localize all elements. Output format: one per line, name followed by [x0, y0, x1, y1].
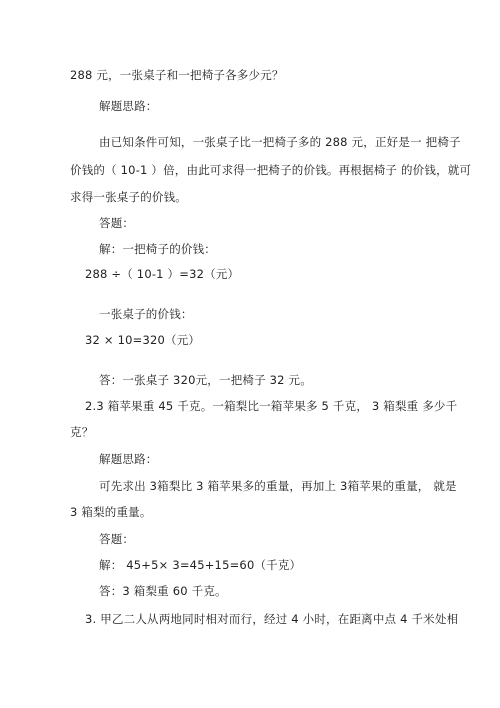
problem-2-approach-line-2: 3 箱梨的重量。: [70, 505, 152, 519]
problem-1-approach-heading: 解题思路：: [99, 99, 158, 113]
problem-2-solution-formula: 解： 45+5× 3=45+15=60（千克）: [99, 558, 302, 572]
problem-1-question-end: 288 元，一张桌子和一把椅子各多少元？: [70, 68, 284, 82]
problem-1-solution-step-2-formula: 32 × 10=320（元）: [85, 333, 201, 347]
problem-2-question-line-1: 2.3 箱苹果重 45 千克。一箱梨比一箱苹果多 5 千克， 3 箱梨重 多少千: [85, 399, 458, 413]
problem-2-final-answer: 答：3 箱梨重 60 千克。: [99, 584, 227, 598]
problem-1-solution-step-2-label: 一张桌子的价钱：: [99, 307, 193, 321]
problem-1-approach-line-1: 由已知条件可知，一张桌子比一把椅子多的 288 元，正好是一 把椅子: [99, 135, 461, 149]
problem-2-answer-heading: 答题：: [99, 532, 135, 546]
problem-3-question-line-1: 3. 甲乙二人从两地同时相对而行，经过 4 小时，在距离中点 4 千米处相: [85, 612, 459, 626]
problem-2-approach-heading: 解题思路：: [99, 452, 158, 466]
problem-1-solution-step-1-label: 解：一把椅子的价钱：: [99, 242, 216, 256]
problem-2-approach-line-1: 可先求出 3箱梨比 3 箱苹果多的重量，再加上 3箱苹果的重量， 就是: [99, 479, 457, 493]
problem-2-question-line-2: 克？: [70, 425, 94, 439]
problem-1-approach-line-3: 求得一张桌子的价钱。: [70, 190, 187, 204]
problem-1-approach-line-2: 价钱的（ 10-1 ）倍，由此可求得一把椅子的价钱。再根据椅子 的价钱，就可: [70, 163, 472, 177]
problem-1-answer-heading: 答题：: [99, 216, 135, 230]
problem-1-final-answer: 答：一张桌子 320元，一把椅子 32 元。: [99, 373, 312, 387]
problem-1-solution-step-1-formula: 288 ÷（ 10-1 ）=32（元）: [85, 267, 240, 281]
